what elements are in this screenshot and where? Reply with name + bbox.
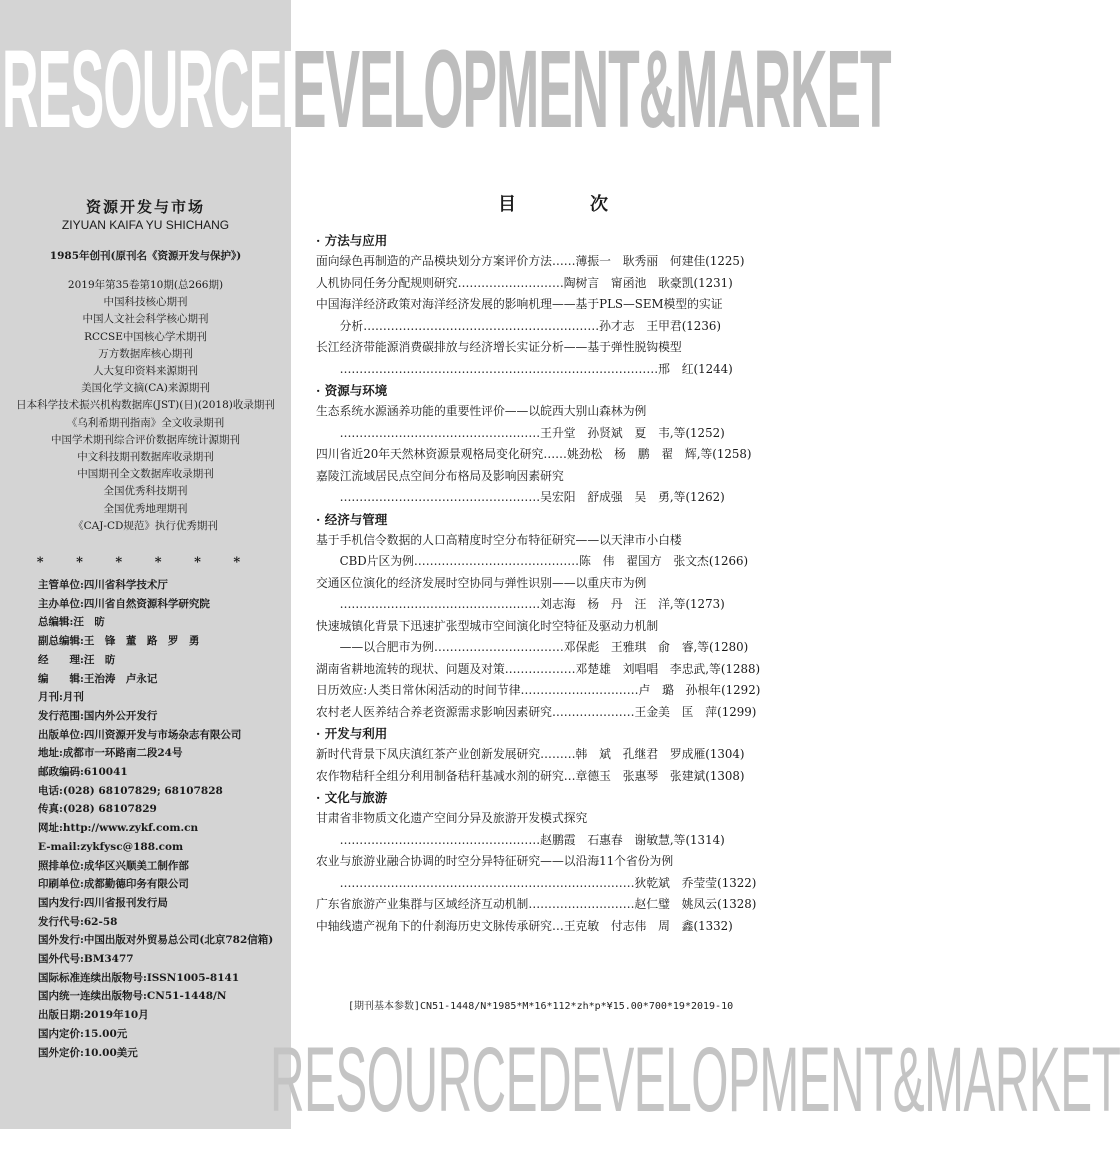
info-line: 出版日期:2019年10月 [38,1009,149,1022]
toc-entry-line[interactable]: 分析……………………………………………………孙才志 王甲君(1236) [316,318,721,333]
honor-item: 日本科学技术振兴机构数据库(JST)(日)(2018)收录期刊 [16,399,275,412]
toc-entry-line[interactable]: 面向绿色再制造的产品模块划分方案评价方法……薄振一 耿秀丽 何建佳(1225) [316,254,745,268]
toc-title: 目 次 [498,194,636,215]
info-line: E-mail:zykfysc@188.com [38,840,184,853]
toc-entry-line[interactable]: 长江经济带能源消费碳排放与经济增长实证分析——基于弹性脱钩模型 [316,340,682,354]
honor-item: 《乌利希期刊指南》全文收录期刊 [66,416,225,429]
info-line: 照排单位:成华区兴顺美工制作部 [38,859,189,872]
toc-entry-line[interactable]: 中国海洋经济政策对海洋经济发展的影响机理——基于PLS—SEM模型的实证 [316,297,723,311]
info-line: 副总编辑:王 锋 董 路 罗 勇 [38,635,200,648]
banner-resourced: RESOURCED [2,28,318,151]
honor-item: 中国学术期刊综合评价数据库统计源期刊 [51,433,240,446]
info-line: 邮政编码:610041 [38,766,128,779]
toc-entry-line[interactable]: ……………………………………………吴宏阳 舒成强 吴 勇,等(1262) [316,490,725,504]
info-line: 月刊:月刊 [38,691,84,704]
toc-section [316,230,796,380]
table-of-contents [316,230,796,937]
toc-entry-line[interactable]: ……………………………………………刘志海 杨 丹 汪 洋,等(1273) [316,597,725,611]
publication-info [38,576,273,1062]
toc-entry-line[interactable]: …………………………………………………………………狄乾斌 乔莹莹(1322) [316,875,757,890]
section-heading: · 文化与旅游 [316,790,388,805]
info-line: 出版单位:四川资源开发与市场杂志有限公司 [38,728,242,741]
journal-parameters: [期刊基本参数]CN51-1448/N*1985*M*16*112*zh*p*¥15.00*700*19*2019-10 [348,1001,734,1012]
star-divider: * * * * * * [36,555,255,570]
toc-entry-line[interactable]: ……………………………………………赵鹏霞 石惠春 谢敏慧,等(1314) [316,832,725,847]
info-line: 国内定价:15.00元 [38,1027,128,1040]
toc-section [316,509,796,724]
honor-item: 全国优秀地理期刊 [103,502,188,515]
honor-item: 中国人文社会科学核心期刊 [82,313,209,326]
honor-item: 人大复印资料来源期刊 [93,365,198,378]
toc-entry-line[interactable]: 甘肃省非物质文化遗产空间分异及旅游开发模式探究 [316,811,588,825]
info-line: 地址:成都市一环路南二段24号 [38,747,183,760]
toc-entry-line[interactable]: 基于手机信令数据的人口高精度时空分布特征研究——以天津市小白楼 [316,532,682,547]
toc-entry-line[interactable]: 农村老人医养结合养老资源需求影响因素研究…………………王金美 匡 萍(1299) [316,704,757,719]
info-line: 经 理:汪 昉 [38,653,116,666]
toc-entry-line[interactable]: 快速城镇化背景下迅速扩张型城市空间演化时空特征及驱动力机制 [316,618,659,633]
toc-entry-line[interactable]: 嘉陵江流域居民点空间分布格局及影响因素研究 [316,468,564,483]
toc-entry-line[interactable]: 新时代背景下凤庆滇红茶产业创新发展研究………韩 斌 孔继君 罗成雁(1304) [316,747,745,761]
honor-item: 万方数据库核心期刊 [98,347,193,360]
section-heading: · 方法与应用 [316,233,388,248]
info-line: 网址:http://www.zykf.com.cn [38,822,199,835]
toc-entry-line[interactable]: 四川省近20年天然林资源景观格局变化研究……姚劲松 杨 鹏 翟 辉,等(1258) [316,447,752,461]
honor-item: 中国科技核心期刊 [103,296,188,309]
toc-entry-line[interactable]: ——以合肥市为例……………………………邓保彪 王雅琪 俞 睿,等(1280) [316,640,749,654]
journal-title: 资源开发与市场 [85,198,205,216]
toc-section [316,380,796,509]
toc-entry-line[interactable]: 人机协同任务分配规则研究………………………陶树言 甯函池 耿豪凯(1231) [316,275,733,290]
toc-section [316,787,796,937]
honor-item: 中文科技期刊数据库收录期刊 [77,451,214,464]
journal-pinyin: ZIYUAN KAIFA YU SHICHANG [61,218,230,232]
honor-item: 中国期刊全文数据库收录期刊 [77,468,214,481]
banner-bottom: RESOURCEDEVELOPMENT&MARKET [270,1029,1120,1131]
toc-entry-line[interactable]: 日历效应:人类日常休闲活动的时间节律…………………………卢 璐 孙根年(1292) [316,683,761,697]
honor-item: 全国优秀科技期刊 [103,485,188,498]
info-line: 电话:(028) 68107829; 68107828 [38,784,223,797]
section-heading: · 经济与管理 [316,511,388,527]
info-line: 印刷单位:成都勤德印务有限公司 [38,878,189,891]
info-line: 国际标准连续出版物号:ISSN1005-8141 [38,971,240,984]
honor-item: 2019年第35卷第10期(总266期) [67,279,224,291]
toc-entry-line[interactable]: 交通区位演化的经济发展时空协同与弹性识别——以重庆市为例 [316,575,647,590]
banner-development-market: EVELOPMENT&MARKET [292,28,891,151]
toc-section [316,723,796,787]
info-line: 编 辑:王治涛 卢永记 [38,672,158,685]
info-line: 发行代号:62-58 [38,915,118,928]
info-line: 国内发行:四川省报刊发行局 [38,896,168,909]
toc-entry-line[interactable]: CBD片区为例……………………………………陈 伟 翟国方 张文杰(1266) [316,554,749,568]
section-heading: · 开发与利用 [316,726,388,741]
section-heading: · 资源与环境 [316,383,388,398]
honor-item: 《CAJ-CD规范》执行优秀期刊 [73,519,218,532]
toc-entry-line[interactable]: 广东省旅游产业集群与区域经济互动机制………………………赵仁璧 姚凤云(1328) [316,897,757,911]
toc-entry-line[interactable]: ……………………………………………王升堂 孙贤斌 夏 韦,等(1252) [316,425,725,440]
honors-list [0,277,291,535]
toc-entry-line[interactable]: 湖南省耕地流转的现状、问题及对策………………邓楚雄 刘唱唱 李忠武,等(1288) [316,661,761,676]
info-line: 总编辑:汪 昉 [38,616,105,629]
honor-item: RCCSE中国核心学术期刊 [84,330,207,343]
info-line: 主管单位:四川省科学技术厅 [38,579,168,591]
toc-entry-line[interactable]: ………………………………………………………………………邢 红(1244) [316,361,733,376]
toc-entry-line[interactable]: 农业与旅游业融合协调的时空分异特征研究——以沿海11个省份为例 [316,854,674,868]
toc-entry-line[interactable]: 生态系统水源涵养功能的重要性评价——以皖西大别山森林为例 [316,404,647,418]
honor-item: 美国化学文摘(CA)来源期刊 [81,382,210,395]
info-line: 国内统一连续出版物号:CN51-1448/N [38,990,227,1003]
info-line: 国外代号:BM3477 [38,953,134,966]
founding-note: 1985年创刊(原刊名《资源开发与保护》) [49,250,242,262]
info-line: 国外发行:中国出版对外贸易总公司(北京782信箱) [38,934,274,947]
info-line: 传真:(028) 68107829 [38,803,157,816]
info-line: 国外定价:10.00美元 [38,1046,138,1059]
info-line: 主办单位:四川省自然资源科学研究院 [38,597,210,610]
toc-entry-line[interactable]: 中轴线遗产视角下的什刹海历史文脉传承研究…王克敏 付志伟 周 鑫(1332) [316,918,733,933]
info-line: 发行范围:国内外公开发行 [38,709,158,722]
toc-entry-line[interactable]: 农作物秸秆全组分利用制备秸秆基减水剂的研究…章德玉 张惠琴 张建斌(1308) [316,768,745,783]
